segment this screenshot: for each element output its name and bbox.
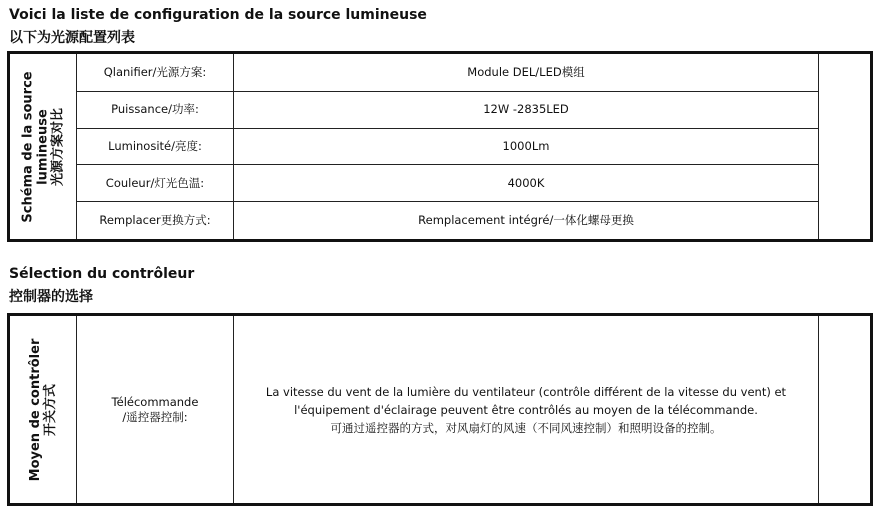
row-value: 12W -2835LED	[234, 91, 819, 128]
table-row	[9, 91, 872, 128]
side-label-line: lumineuse	[35, 108, 51, 185]
side-label-line: Moyen de contrôler	[28, 338, 43, 481]
table-row	[9, 315, 872, 505]
description-line: 可通过遥控器的方式，对风扇灯的风速（不同风速控制）和照明设备的控制。	[330, 420, 722, 435]
remote-control-label	[77, 315, 234, 505]
side-label-line: Schéma de la source	[20, 70, 36, 223]
row-value: Module DEL/LED模组	[234, 53, 819, 92]
section1-heading-fr: Voici la liste de configuration de la source lumineuse	[9, 7, 427, 23]
row-label: Puissance/功率:	[77, 91, 234, 128]
label-line: Télécommande	[111, 394, 199, 409]
row-value: 1000Lm	[234, 128, 819, 165]
remote-control-description	[234, 315, 819, 505]
row-value: Remplacement intégré/一体化螺母更换	[234, 201, 819, 240]
side-label-line: 开关方式	[43, 383, 58, 436]
empty-cell	[819, 315, 872, 505]
row-label: Remplacer更换方式:	[77, 201, 234, 240]
section2-heading-cn: 控制器的选择	[9, 289, 93, 305]
light-source-config-table	[7, 51, 873, 242]
section2-heading-fr: Sélection du contrôleur	[9, 266, 195, 282]
description-line: La vitesse du vent de la lumière du ventilateur (contrôle différent de la vitesse du vent) et	[265, 384, 787, 399]
row-label: Luminosité/亮度:	[77, 128, 234, 165]
table-row	[9, 165, 872, 202]
description-line: l'équipement d'éclairage peuvent être contrôlés au moyen de la télécommande.	[294, 402, 758, 417]
empty-cell	[819, 53, 872, 241]
section1-heading-cn: 以下为光源配置列表	[9, 30, 135, 46]
light-source-scheme-label	[9, 53, 77, 241]
table-row	[9, 53, 872, 92]
side-label-line: 光源方案对比	[50, 107, 66, 186]
row-label: Qlanifier/光源方案:	[77, 53, 234, 92]
row-label: Couleur/灯光色温:	[77, 165, 234, 202]
row-value: 4000K	[234, 165, 819, 202]
label-line: /遥控器控制:	[122, 409, 188, 424]
table-row	[9, 201, 872, 240]
table-row	[9, 128, 872, 165]
control-method-label	[9, 315, 77, 505]
controller-selection-table	[7, 313, 873, 506]
